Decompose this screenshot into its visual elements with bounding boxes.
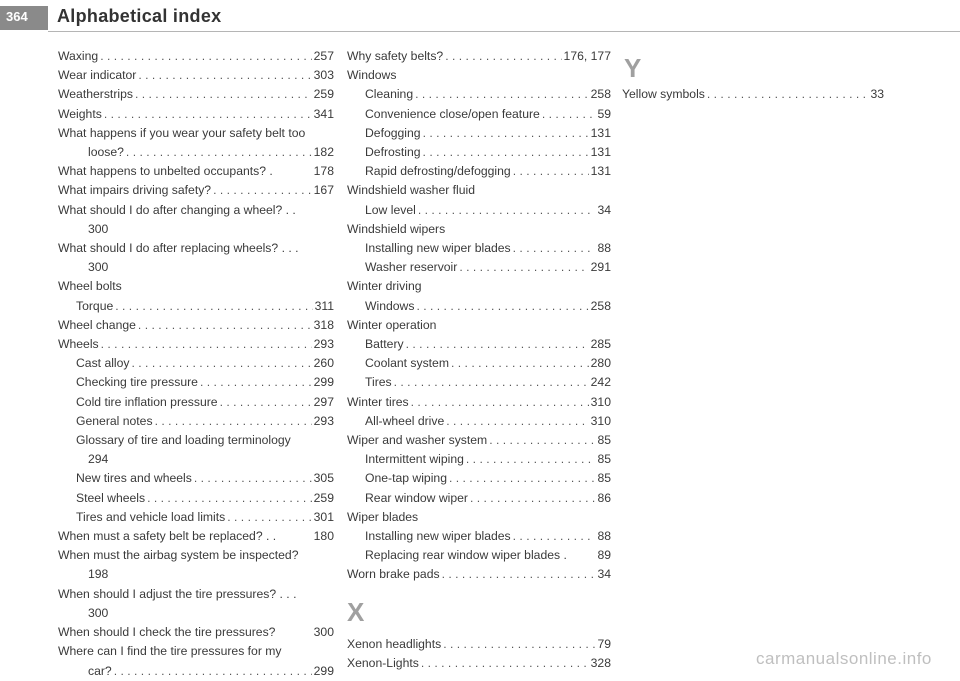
index-heading: Windows [347, 68, 397, 83]
index-entry: What happens if you wear your safety belt too [58, 125, 306, 140]
index-entry-continuation: 294 [88, 452, 109, 467]
index-subentry: Convenience close/open feature . . . 59 [347, 105, 611, 124]
index-entry-continuation: loose? . . . 182 [58, 143, 334, 162]
index-subentry: One-tap wiping . . . 85 [347, 469, 611, 488]
index-subentry: Installing new wiper blades . . . 88 [347, 527, 611, 546]
index-entry: Wheel change . . . 318 [58, 316, 334, 335]
section-letter-x: X [347, 596, 365, 627]
page-title: Alphabetical index [57, 6, 222, 26]
index-heading: Windshield washer fluid [347, 183, 476, 198]
index-subentry: Glossary of tire and loading terminology [76, 433, 291, 448]
index-column-1 [58, 47, 334, 681]
index-subentry: Cast alloy . . . 260 [58, 354, 334, 373]
index-subentry: Coolant system . . . 280 [347, 354, 611, 373]
index-subentry: Tires . . . 242 [347, 373, 611, 392]
index-entry: What impairs driving safety? . . . 167 [58, 181, 334, 200]
index-subentry: Defogging . . . 131 [347, 124, 611, 143]
index-entry: Xenon headlights . . . 79 [347, 635, 611, 654]
page-header [0, 0, 960, 40]
index-entry: Yellow symbols . . . 33 [622, 85, 884, 104]
index-entry: When must the airbag system be inspected? [58, 548, 299, 563]
index-entry: Where can I find the tire pressures for my [58, 644, 282, 659]
index-entry: When should I check the tire pressures? 300 [58, 625, 334, 640]
index-heading: Winter operation [347, 317, 437, 332]
index-subentry: Cleaning . . . 258 [347, 85, 611, 104]
index-subentry: Cold tire inflation pressure . . . 297 [58, 393, 334, 412]
index-heading: Winter driving [347, 279, 422, 294]
index-entry-continuation: car? . . . 299 [58, 662, 334, 681]
index-subentry: Steel wheels . . . 259 [58, 489, 334, 508]
index-entry: Weatherstrips . . . 259 [58, 85, 334, 104]
index-entry: Wiper and washer system . . . 85 [347, 431, 611, 450]
index-entry: Waxing . . . 257 [58, 47, 334, 66]
index-entry: Wear indicator . . . 303 [58, 66, 334, 85]
index-subentry: Rapid defrosting/defogging . . . 131 [347, 162, 611, 181]
index-column-2 [347, 47, 611, 673]
index-entry: Wheels . . . 293 [58, 335, 334, 354]
index-subentry: New tires and wheels . . . 305 [58, 469, 334, 488]
index-heading: Windshield wipers [347, 221, 446, 236]
index-entry: Xenon-Lights . . . 328 [347, 654, 611, 673]
index-entry: Worn brake pads . . . 34 [347, 565, 611, 584]
watermark: carmanualsonline.info [756, 649, 932, 668]
index-subentry: Installing new wiper blades . . . 88 [347, 239, 611, 258]
header-divider [48, 31, 960, 32]
index-subentry: Torque . . . 311 [58, 297, 334, 316]
index-subentry: Battery . . . 285 [347, 335, 611, 354]
index-entry: Why safety belts? . . . 176, 177 [347, 47, 611, 66]
index-entry-continuation: 198 [88, 567, 109, 582]
index-entry-continuation: 300 [88, 605, 109, 620]
index-entry: What happens to unbelted occupants? . 178 [58, 164, 334, 179]
index-subentry: General notes . . . 293 [58, 412, 334, 431]
index-entry-continuation: 300 [88, 221, 109, 236]
index-heading: Wiper blades [347, 509, 419, 524]
section-letter-y: Y [624, 53, 642, 83]
page-number-badge [0, 6, 48, 30]
page-number: 364 [6, 9, 28, 24]
index-entry: When must a safety belt be replaced? . . 180 [58, 529, 334, 544]
index-entry: Winter tires . . . 310 [347, 393, 611, 412]
index-subentry: Windows . . . 258 [347, 297, 611, 316]
index-entry: What should I do after replacing wheels? . . . [58, 241, 299, 256]
index-subentry: Low level . . . 34 [347, 201, 611, 220]
index-entry: Weights . . . 341 [58, 105, 334, 124]
index-column-3 [622, 85, 884, 104]
index-heading: Wheel bolts [58, 279, 122, 294]
index-subentry: Defrosting . . . 131 [347, 143, 611, 162]
index-subentry: All-wheel drive . . . 310 [347, 412, 611, 431]
index-subentry: Washer reservoir . . . 291 [347, 258, 611, 277]
index-entry: When should I adjust the tire pressures? . . . [58, 586, 297, 601]
index-subentry: Intermittent wiping . . . 85 [347, 450, 611, 469]
index-subentry: Replacing rear window wiper blades . 89 [365, 548, 611, 563]
index-subentry: Tires and vehicle load limits . . . 301 [58, 508, 334, 527]
index-subentry: Checking tire pressure . . . 299 [58, 373, 334, 392]
index-subentry: Rear window wiper . . . 86 [347, 489, 611, 508]
index-entry-continuation: 300 [88, 260, 109, 275]
index-entry: What should I do after changing a wheel? . . [58, 202, 296, 217]
